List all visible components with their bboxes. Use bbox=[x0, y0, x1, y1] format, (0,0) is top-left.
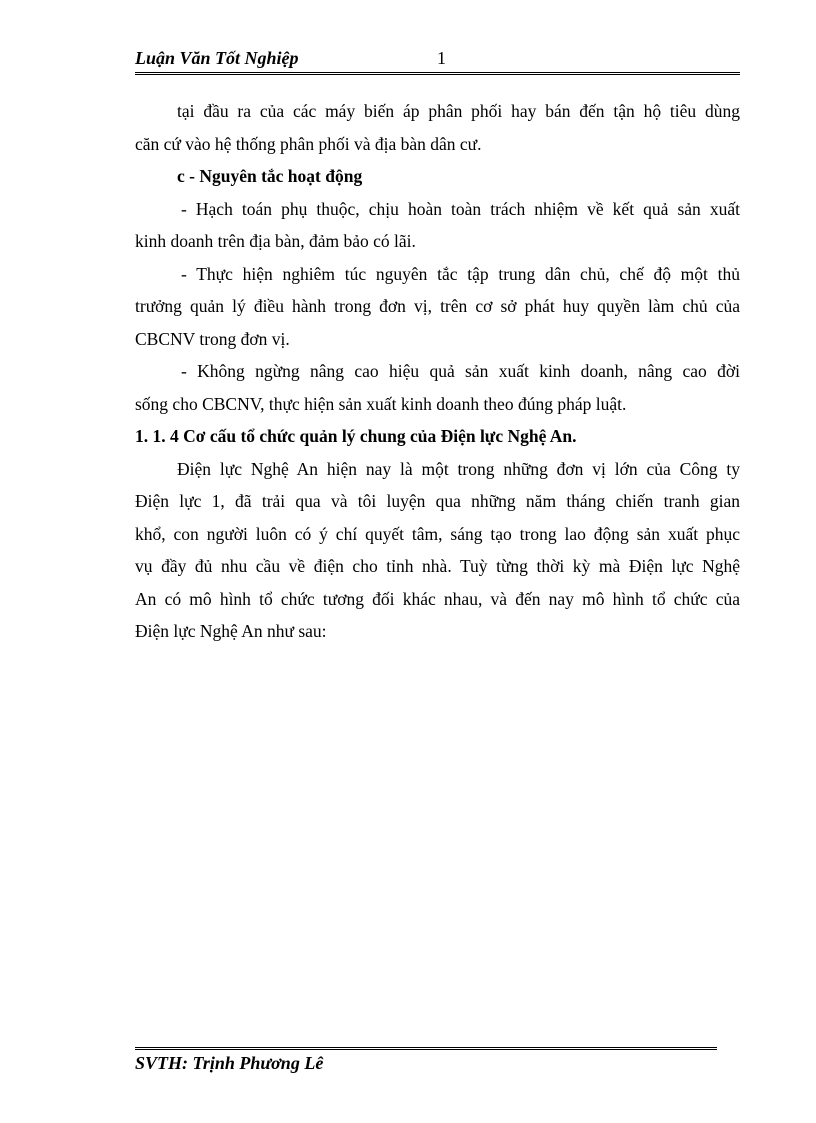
section-heading: c - Nguyên tắc hoạt động bbox=[177, 166, 363, 186]
paragraph-line: - Hạch toán phụ thuộc, chịu hoàn toàn trách nhiệm về kết quả sản xuất bbox=[181, 198, 740, 219]
paragraph-line: - Thực hiện nghiêm túc nguyên tắc tập trung dân chủ, chế độ một thủ bbox=[181, 263, 740, 284]
page-footer bbox=[135, 1047, 717, 1073]
paragraph-line: khổ, con người luôn có ý chí quyết tâm, sáng tạo trong lao động sản xuất phục bbox=[135, 523, 740, 544]
paragraph-line: Điện lực 1, đã trải qua và tôi luyện qua những năm tháng chiến tranh gian bbox=[135, 491, 740, 511]
paragraph-line: tại đầu ra của các máy biến áp phân phối hay bán đến tận hộ tiêu dùng bbox=[177, 101, 740, 121]
section-heading: 1. 1. 4 Cơ cấu tổ chức quản lý chung của Điện lực Nghệ An. bbox=[135, 426, 577, 446]
header-title: Luận Văn Tốt Nghiệp bbox=[135, 48, 299, 68]
paragraph-line: An có mô hình tổ chức tương đối khác nhau, và đến nay mô hình tổ chức của bbox=[135, 588, 740, 609]
document-body bbox=[135, 95, 740, 648]
paragraph-line: căn cứ vào hệ thống phân phối và địa bàn dân cư. bbox=[135, 133, 482, 154]
paragraph-line: kinh doanh trên địa bàn, đảm bảo có lãi. bbox=[135, 231, 416, 251]
paragraph-line: - Không ngừng nâng cao hiệu quả sản xuất kinh doanh, nâng cao đời bbox=[181, 361, 740, 381]
paragraph-line: vụ đầy đủ nhu cầu về điện cho tỉnh nhà. Tuỳ từng thời kỳ mà Điện lực Nghệ bbox=[135, 556, 740, 576]
paragraph-line: trưởng quản lý điều hành trong đơn vị, trên cơ sở phát huy quyền làm chủ của bbox=[135, 296, 740, 316]
paragraph-line: Điện lực Nghệ An như sau: bbox=[135, 621, 327, 641]
paragraph-line: Điện lực Nghệ An hiện nay là một trong những đơn vị lớn của Công ty bbox=[177, 458, 740, 479]
footer-author: SVTH: Trịnh Phương Lê bbox=[135, 1053, 324, 1073]
page-number: 1 bbox=[437, 48, 446, 68]
page-header bbox=[135, 48, 740, 75]
paragraph-line: CBCNV trong đơn vị. bbox=[135, 328, 290, 349]
paragraph-line: sống cho CBCNV, thực hiện sản xuất kinh doanh theo đúng pháp luật. bbox=[135, 393, 627, 414]
